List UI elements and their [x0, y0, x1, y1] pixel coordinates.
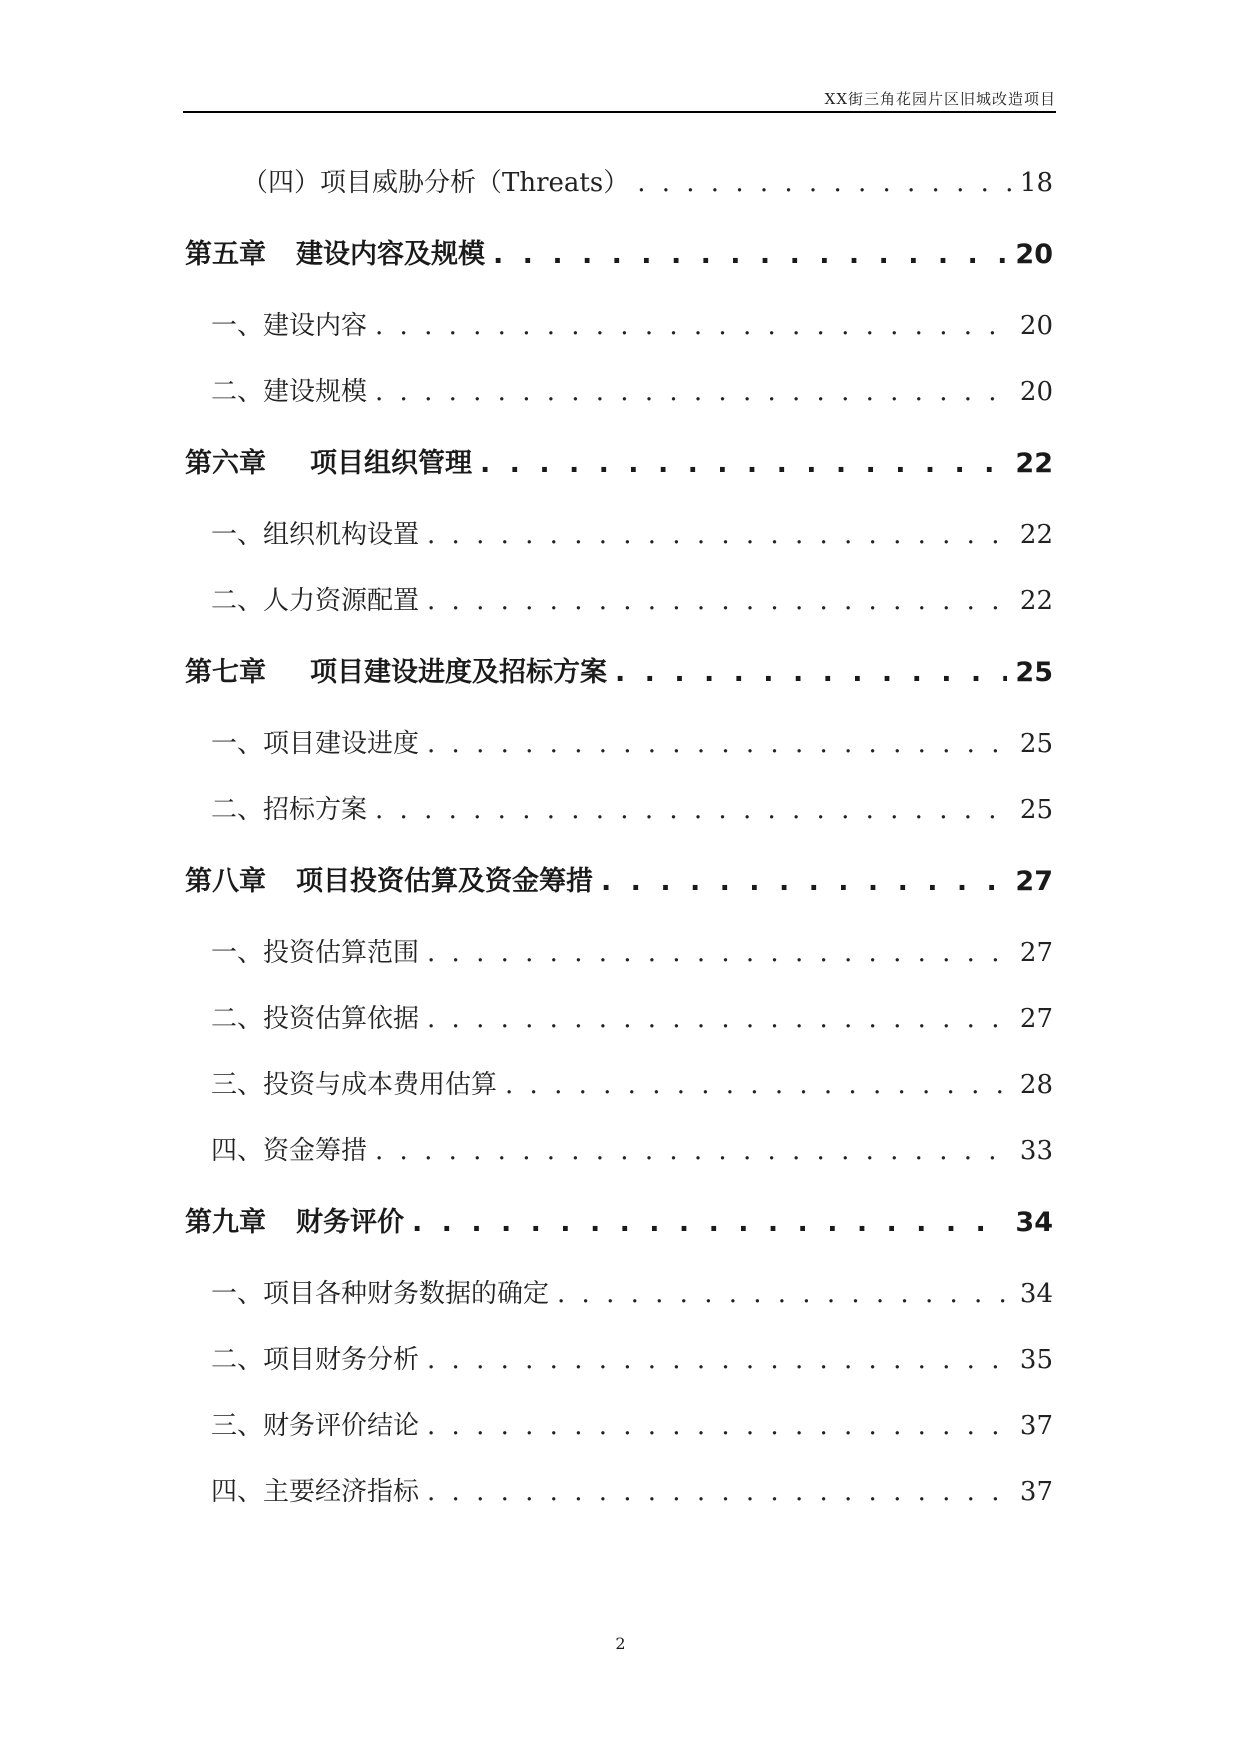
- toc-page-number: 22: [1015, 448, 1053, 479]
- toc-entry-title: 三、财务评价结论: [211, 1411, 420, 1441]
- toc-entry-title: 二、人力资源配置: [211, 586, 420, 616]
- toc-entry-title: 一、投资估算范围: [211, 938, 420, 968]
- chapter-number: 第八章: [185, 866, 266, 897]
- toc-section-entry[interactable]: [185, 1459, 1053, 1525]
- toc-section-entry[interactable]: [185, 711, 1053, 777]
- dot-leader: [505, 1052, 1012, 1118]
- chapter-number: 第七章: [185, 657, 266, 688]
- toc-page-number: 20: [1015, 239, 1053, 270]
- toc-page-number: 27: [1019, 1004, 1053, 1034]
- toc-page-number: 25: [1019, 795, 1053, 825]
- toc-chapter-entry[interactable]: [185, 1184, 1053, 1261]
- toc-page-number: 37: [1019, 1411, 1053, 1441]
- toc-section-entry[interactable]: [185, 777, 1053, 843]
- chapter-number: 第九章: [185, 1207, 266, 1238]
- dot-leader: [427, 986, 1012, 1052]
- dot-leader: [427, 711, 1012, 777]
- toc-section-entry[interactable]: [185, 1052, 1053, 1118]
- toc-page-number: 27: [1019, 938, 1053, 968]
- header-title: XX街三角花园片区旧城改造项目: [824, 90, 1056, 108]
- toc-page-number: 34: [1019, 1279, 1053, 1309]
- toc-entry-title: 四、资金筹措: [211, 1136, 368, 1166]
- toc-entry-title: 二、招标方案: [211, 795, 368, 825]
- toc-section-entry[interactable]: [185, 502, 1053, 568]
- toc-page-number: 20: [1019, 377, 1053, 407]
- toc-entry-title: 一、组织机构设置: [211, 520, 420, 550]
- toc-page-number: 25: [1015, 657, 1053, 688]
- toc-page-number: 22: [1019, 520, 1053, 550]
- dot-leader: [480, 425, 1007, 502]
- dot-leader: [427, 1459, 1012, 1525]
- toc-entry-title: 财务评价: [296, 1207, 404, 1238]
- toc-entry-title: 四、主要经济指标: [211, 1477, 420, 1507]
- dot-leader: [427, 568, 1012, 634]
- toc-entry-title: 一、建设内容: [211, 311, 368, 341]
- toc-chapter-entry[interactable]: [185, 634, 1053, 711]
- toc-section-entry[interactable]: [185, 359, 1053, 425]
- header-divider: [183, 111, 1056, 113]
- toc-entry-title: （四）项目威胁分析（Threats）: [242, 168, 630, 198]
- table-of-contents: [185, 150, 1053, 1525]
- toc-entry-title: 项目建设进度及招标方案: [310, 657, 607, 688]
- toc-chapter-entry[interactable]: [185, 216, 1053, 293]
- toc-page-number: 37: [1019, 1477, 1053, 1507]
- dot-leader: [427, 1327, 1012, 1393]
- dot-leader: [412, 1184, 1007, 1261]
- toc-section-entry[interactable]: [185, 293, 1053, 359]
- toc-section-entry[interactable]: [185, 920, 1053, 986]
- dot-leader: [427, 1393, 1012, 1459]
- toc-page-number: 20: [1019, 311, 1053, 341]
- toc-chapter-entry[interactable]: [185, 425, 1053, 502]
- toc-page-number: 25: [1019, 729, 1053, 759]
- toc-section-entry[interactable]: [185, 1118, 1053, 1184]
- toc-entry-title: 项目投资估算及资金筹措: [296, 866, 593, 897]
- dot-leader: [601, 843, 1007, 920]
- toc-page-number: 35: [1019, 1345, 1053, 1375]
- toc-section-entry[interactable]: [185, 986, 1053, 1052]
- toc-section-entry[interactable]: [185, 568, 1053, 634]
- toc-page-number: 28: [1019, 1070, 1053, 1100]
- toc-entry-title: 一、项目建设进度: [211, 729, 420, 759]
- dot-leader: [375, 293, 1012, 359]
- dot-leader: [557, 1261, 1012, 1327]
- toc-section-entry[interactable]: [185, 150, 1053, 216]
- dot-leader: [375, 1118, 1012, 1184]
- dot-leader: [427, 502, 1012, 568]
- chapter-number: 第五章: [185, 239, 266, 270]
- toc-entry-title: 二、建设规模: [211, 377, 368, 407]
- dot-leader: [375, 359, 1012, 425]
- toc-entry-title: 建设内容及规模: [296, 239, 485, 270]
- page-number: 2: [615, 1634, 626, 1653]
- toc-entry-title: 项目组织管理: [310, 448, 472, 479]
- toc-entry-title: 一、项目各种财务数据的确定: [211, 1279, 550, 1309]
- toc-page-number: 27: [1015, 866, 1053, 897]
- dot-leader: [427, 920, 1012, 986]
- toc-section-entry[interactable]: [185, 1393, 1053, 1459]
- dot-leader: [493, 216, 1007, 293]
- dot-leader: [375, 777, 1012, 843]
- toc-entry-title: 三、投资与成本费用估算: [211, 1070, 498, 1100]
- chapter-number: 第六章: [185, 448, 266, 479]
- toc-page-number: 34: [1015, 1207, 1053, 1238]
- toc-page-number: 22: [1019, 586, 1053, 616]
- toc-section-entry[interactable]: [185, 1261, 1053, 1327]
- toc-entry-title: 二、项目财务分析: [211, 1345, 420, 1375]
- toc-chapter-entry[interactable]: [185, 843, 1053, 920]
- dot-leader: [637, 150, 1012, 216]
- dot-leader: [615, 634, 1007, 711]
- toc-page-number: 18: [1019, 168, 1053, 198]
- toc-section-entry[interactable]: [185, 1327, 1053, 1393]
- toc-entry-title: 二、投资估算依据: [211, 1004, 420, 1034]
- toc-page-number: 33: [1019, 1136, 1053, 1166]
